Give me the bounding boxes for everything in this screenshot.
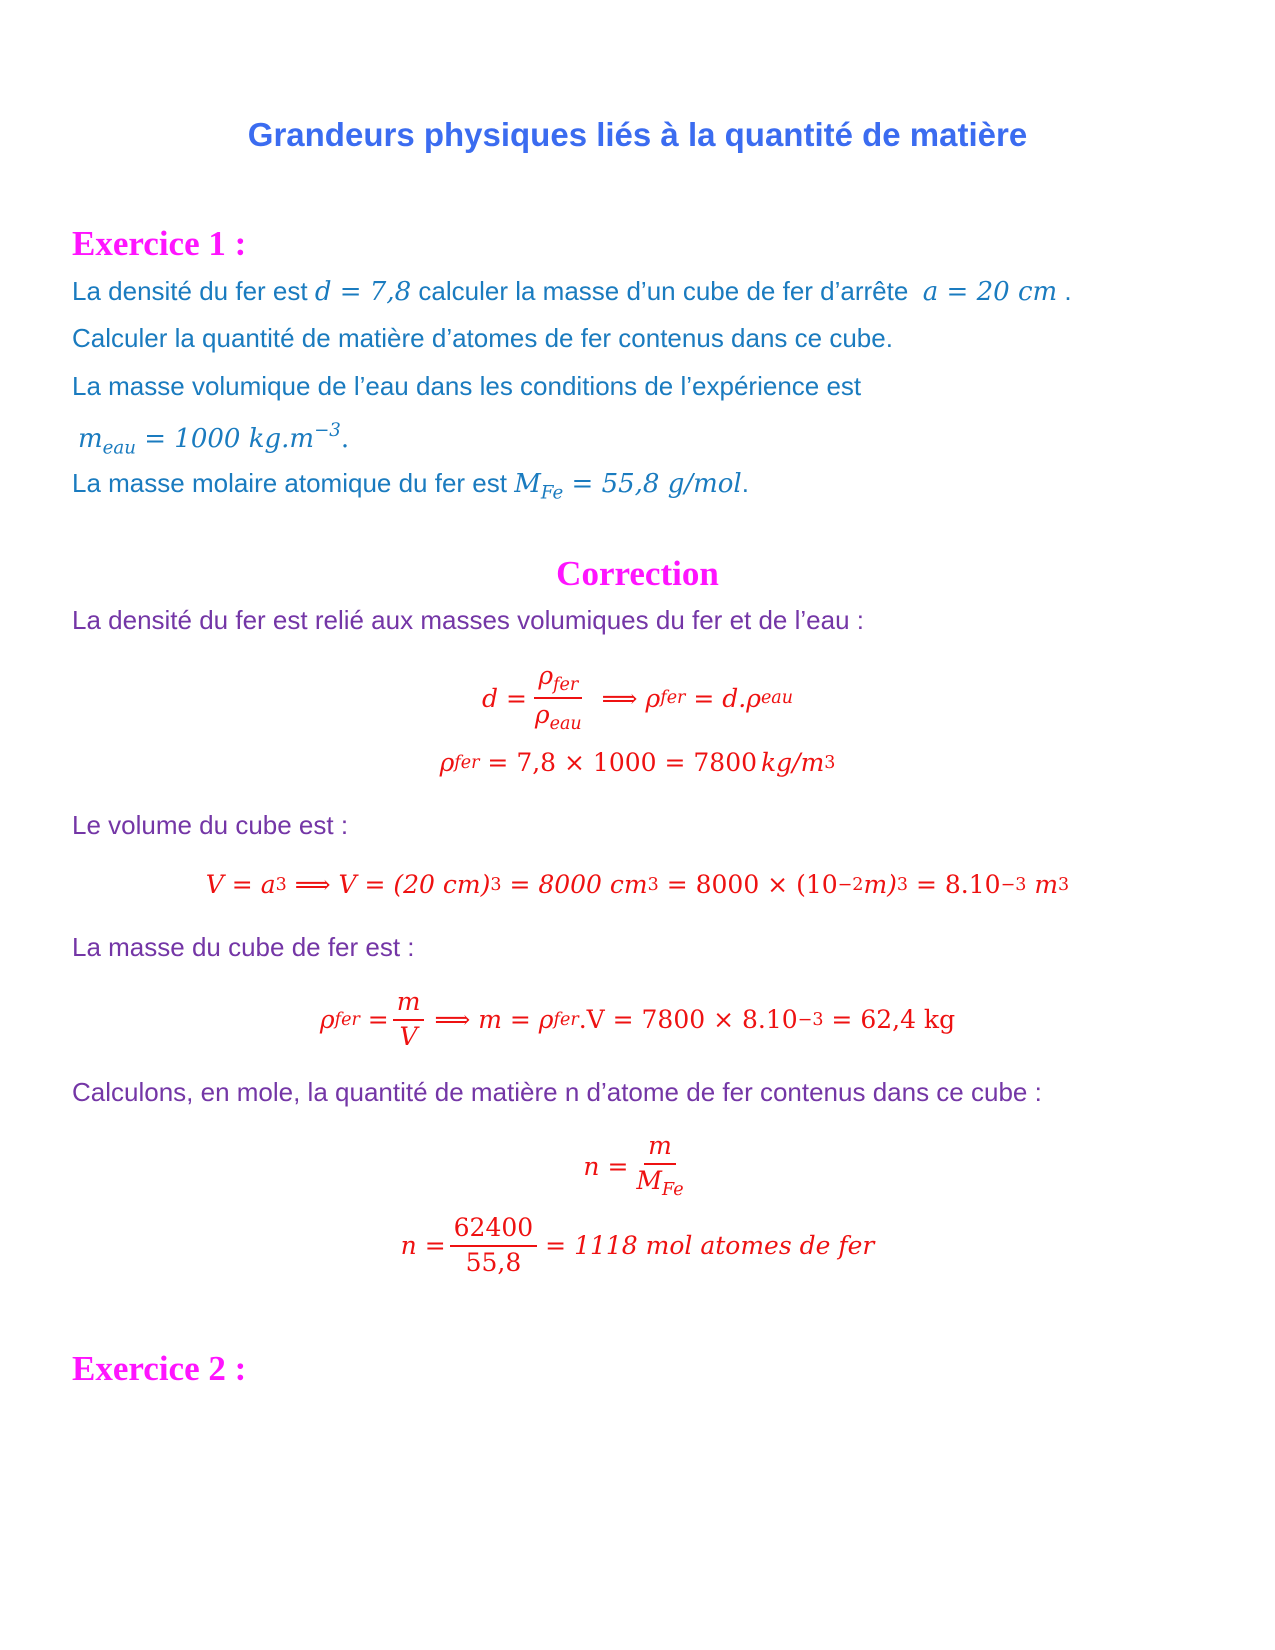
frac-num: m: [393, 988, 425, 1021]
exercise-2-heading: Exercice 2 :: [72, 1349, 247, 1388]
rho-sub: fer: [660, 688, 686, 709]
eq-rhs: = d.: [693, 683, 747, 713]
frac-den-sub: Fe: [662, 1179, 684, 1200]
rho-symbol: ρ: [746, 683, 761, 713]
correction-intro: La densité du fer est relié aux masses volumiques du fer et de l’eau :: [72, 605, 864, 635]
exercise-1-line-3: La masse volumique de l’eau dans les conditions de l’expérience est: [72, 371, 862, 401]
symbol: M: [514, 469, 541, 499]
exponent: −3: [797, 1009, 824, 1030]
moles-label: Calculons, en mole, la quantité de matière n d’atome de fer contenus dans ce cube :: [72, 1077, 1042, 1107]
density-equation: [0, 662, 1275, 735]
mass-fraction: [393, 988, 425, 1052]
water-density-formula: [78, 420, 349, 458]
eq-part: = 8.10: [908, 870, 1001, 899]
exponent: −3: [314, 420, 341, 441]
text-fragment: La densité du fer est: [72, 276, 308, 306]
eq-part: = 8000 cm: [501, 870, 648, 899]
rho-sub: fer: [553, 1009, 579, 1030]
frac-num: ρ: [538, 661, 554, 690]
moles-value-equation: [0, 1214, 1275, 1278]
exponent: 3: [896, 874, 909, 895]
exponent: 3: [1058, 874, 1070, 895]
frac-num-sub: fer: [553, 675, 579, 696]
correction-heading: Correction: [556, 554, 719, 593]
unit: kg/m: [761, 748, 825, 777]
text-fragment: calculer la masse d’un cube de fer d’arrête: [418, 276, 909, 306]
eq-expression: = 7,8 × 1000 = 7800: [487, 748, 758, 777]
exponent: −2: [837, 874, 864, 895]
rho-sub: fer: [334, 1009, 360, 1030]
frac-den: V: [399, 1021, 418, 1051]
mass-equation: [0, 988, 1275, 1052]
text-fragment: .: [741, 468, 749, 498]
text-fragment: .: [340, 423, 350, 454]
exercise-1-heading: Exercice 1 :: [72, 224, 247, 263]
eq-part: V = a: [205, 870, 276, 899]
subscript: eau: [102, 437, 136, 459]
eq-lhs: n =: [583, 1151, 629, 1181]
frac-den: ρ: [534, 700, 550, 730]
eq-lhs: n =: [400, 1231, 446, 1261]
eq-part: ⟹ V = (20 cm): [286, 870, 491, 899]
exponent: 3: [647, 874, 659, 895]
rho-sub: fer: [454, 752, 480, 773]
page-title: Grandeurs physiques liés à la quantité de matière: [247, 116, 1028, 153]
eq-part: = 62,4 kg: [823, 1005, 956, 1035]
exponent: 3: [275, 874, 287, 895]
exponent: −3: [1000, 874, 1027, 895]
eq-part: ⟹ m =: [434, 1005, 539, 1035]
moles-value-fraction: [450, 1214, 538, 1278]
value: = 1000 kg.m: [144, 423, 315, 454]
exercise-1-line-5: [72, 468, 749, 503]
text-fragment: .: [1064, 276, 1072, 306]
unit-exponent: 3: [824, 752, 836, 773]
frac-den: M: [636, 1165, 663, 1195]
moles-fraction: [632, 1132, 687, 1200]
frac-den-sub: eau: [549, 714, 582, 735]
exercise-1-line-2: Calculer la quantité de matière d’atomes de fer contenus dans ce cube.: [72, 323, 893, 353]
rho-symbol: ρ: [538, 1005, 554, 1035]
volume-equation: [0, 870, 1275, 899]
edge-length-value: a = 20 cm: [922, 277, 1058, 307]
rho-sub: eau: [760, 688, 793, 709]
mass-label: La masse du cube de fer est :: [72, 932, 415, 962]
frac-den: 55,8: [465, 1247, 522, 1277]
eq-part: m: [1026, 870, 1059, 899]
molar-mass-value: = 55,8 g/mol: [571, 469, 742, 499]
equals: =: [367, 1005, 389, 1035]
rho-symbol: ρ: [319, 1005, 335, 1035]
subscript: Fe: [540, 482, 564, 504]
eq-lhs: d =: [482, 683, 527, 713]
implies-arrow: ⟹: [601, 683, 638, 713]
volume-label: Le volume du cube est :: [72, 810, 349, 840]
iron-density-value-equation: [0, 748, 1275, 777]
symbol: m: [78, 423, 103, 454]
exercise-1-line-1: [72, 276, 1072, 307]
moles-formula: [0, 1132, 1275, 1200]
eq-part: m): [863, 870, 897, 899]
frac-num: 62400: [450, 1214, 538, 1247]
rho-symbol: ρ: [645, 683, 661, 713]
eq-part: .V = 7800 × 8.10: [578, 1005, 798, 1035]
frac-num: m: [644, 1132, 676, 1165]
rho-symbol: ρ: [439, 748, 455, 777]
eq-part: = 8000 × (10: [658, 870, 838, 899]
exponent: 3: [490, 874, 502, 895]
density-fraction: [531, 662, 586, 735]
text-fragment: La masse molaire atomique du fer est: [72, 468, 507, 498]
density-value: d = 7,8: [314, 277, 412, 307]
eq-rhs: = 1118 mol atomes de fer: [545, 1231, 875, 1261]
